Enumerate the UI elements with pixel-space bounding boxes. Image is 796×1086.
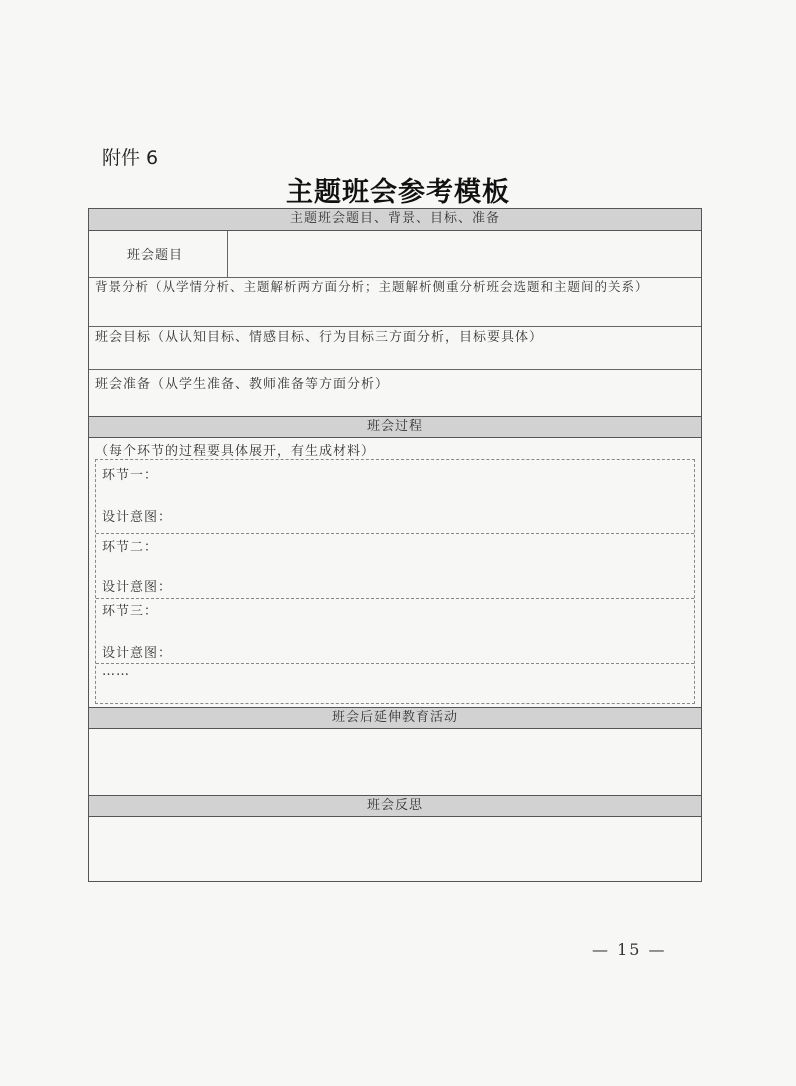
more-steps-ellipsis: …… xyxy=(102,664,130,679)
step-1-label: 环节一： xyxy=(102,468,159,483)
process-note: （每个环节的过程要具体展开，有生成材料） xyxy=(95,444,376,459)
process-steps-box xyxy=(95,459,695,704)
goal-label: 班会目标（从认知目标、情感目标、行为目标三方面分析，目标要具体） xyxy=(95,330,544,345)
section-header-basics: 主题班会题目、背景、目标、准备 xyxy=(89,209,701,231)
row-separator xyxy=(89,369,701,370)
step-3-label: 环节三： xyxy=(102,604,159,619)
step-2-intent-label: 设计意图： xyxy=(102,580,173,595)
step-separator xyxy=(96,598,694,599)
attachment-label: 附件 6 xyxy=(102,147,159,169)
template-form xyxy=(88,208,702,882)
page-title: 主题班会参考模板 xyxy=(286,177,510,208)
step-3-intent-label: 设计意图： xyxy=(102,646,173,661)
topic-label: 班会题目 xyxy=(127,248,184,263)
topic-divider xyxy=(227,231,228,277)
step-2-label: 环节二： xyxy=(102,540,159,555)
step-separator xyxy=(96,533,694,534)
section-header-reflection: 班会反思 xyxy=(89,795,701,817)
page-number: — 15 — xyxy=(592,940,667,959)
preparation-label: 班会准备（从学生准备、教师准备等方面分析） xyxy=(95,377,390,392)
section-header-followup: 班会后延伸教育活动 xyxy=(89,707,701,729)
section-header-process: 班会过程 xyxy=(89,416,701,438)
background-label: 背景分析（从学情分析、主题解析两方面分析；主题解析侧重分析班会选题和主题间的关系） xyxy=(95,279,649,294)
step-1-intent-label: 设计意图： xyxy=(102,510,173,525)
step-separator xyxy=(96,663,694,664)
